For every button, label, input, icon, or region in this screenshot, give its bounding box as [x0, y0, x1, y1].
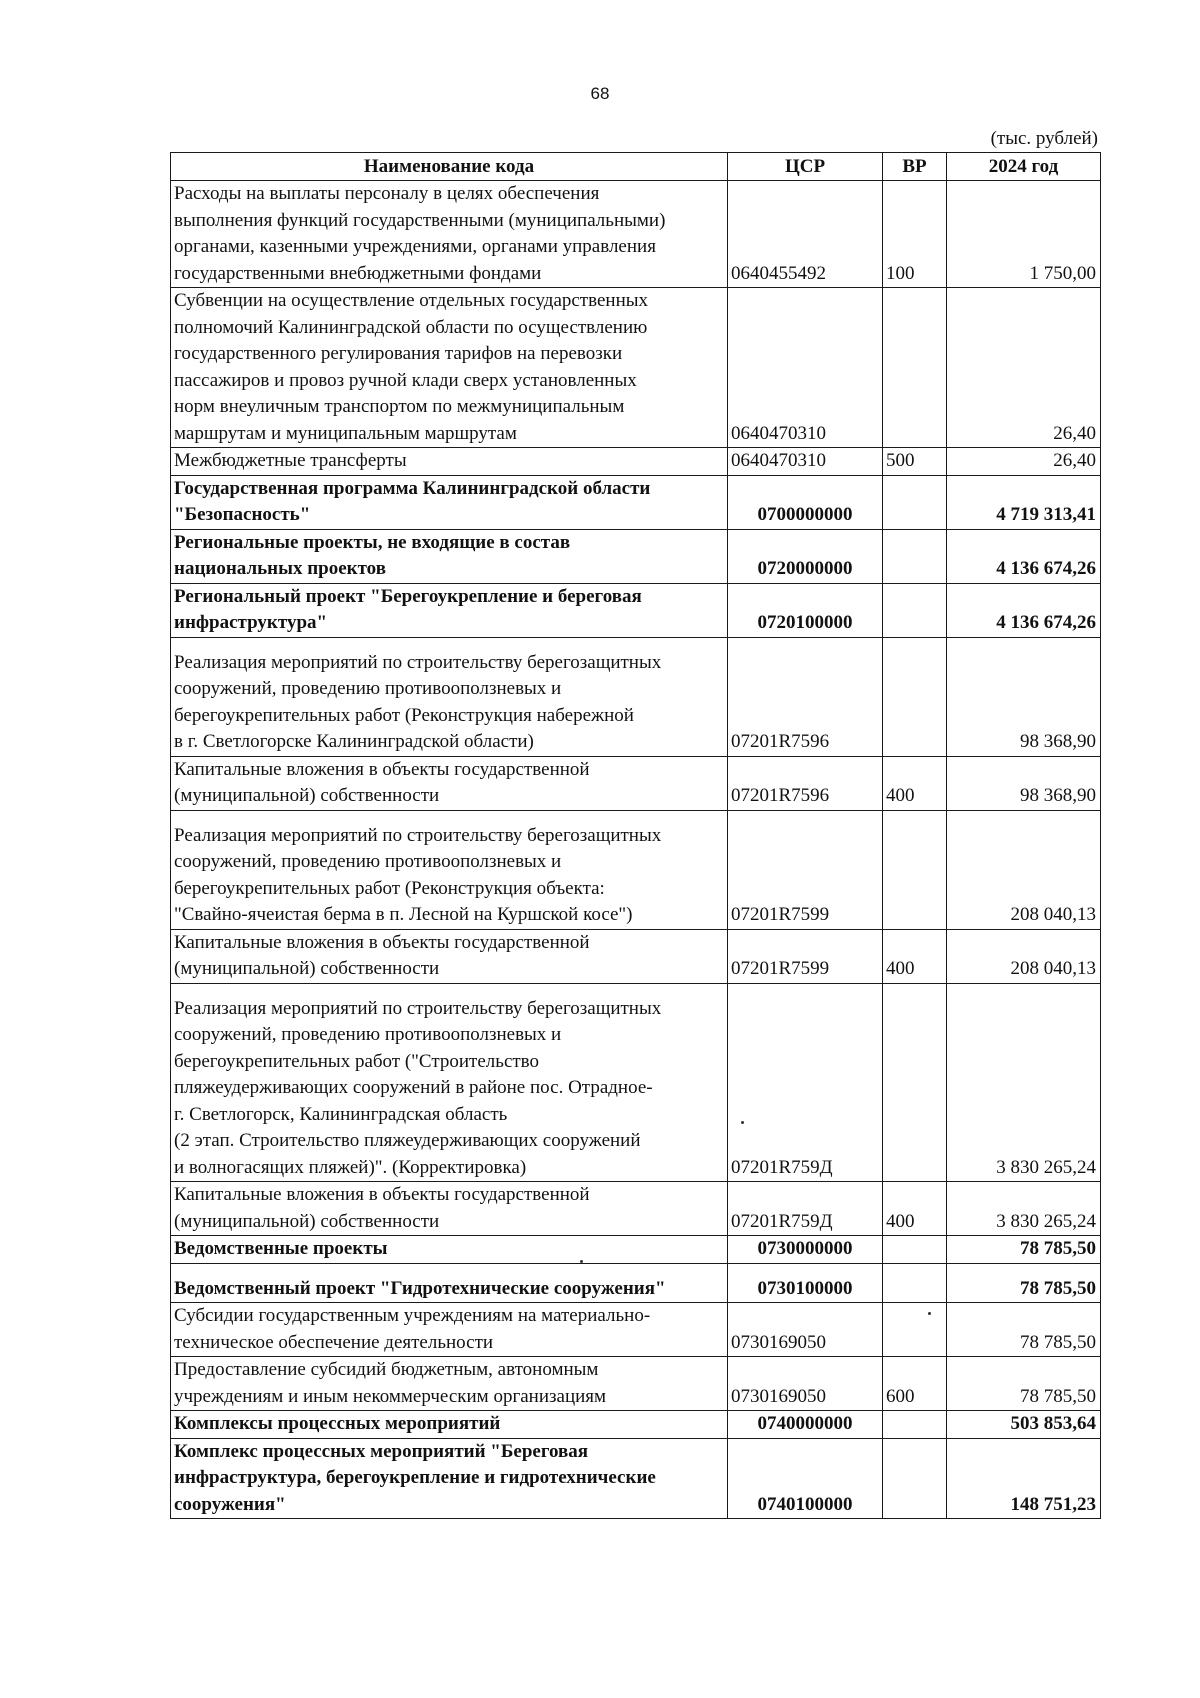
- table-row: [171, 1303, 1101, 1357]
- table-row: [171, 529, 1101, 583]
- page-number: 68: [590, 84, 610, 103]
- table-row: [171, 637, 1101, 756]
- row-vr: 500: [883, 448, 947, 476]
- row-name: Ведомственный проект "Гидротехнические сооружения": [171, 1263, 728, 1303]
- row-vr: [883, 810, 947, 929]
- row-csr: 07201R7599: [728, 929, 883, 983]
- table-row: [171, 983, 1101, 1182]
- header-csr: ЦСР: [728, 153, 883, 181]
- row-sum: 148 751,23: [947, 1438, 1101, 1519]
- row-csr: 0730169050: [728, 1303, 883, 1357]
- row-csr: 0730000000: [728, 1236, 883, 1264]
- budget-table: [170, 152, 1101, 1519]
- header-name: Наименование кода: [171, 153, 728, 181]
- row-name: Расходы на выплаты персоналу в целях обеспечения выполнения функций государственными (муниципальными) органами, казенными учреждениями, органами управления государственными внебюджетными фондами: [171, 181, 728, 288]
- row-csr: 07201R759Д: [728, 1182, 883, 1236]
- row-sum: 4 719 313,41: [947, 475, 1101, 529]
- row-vr: [883, 288, 947, 448]
- row-vr: [883, 983, 947, 1182]
- row-vr: [883, 583, 947, 637]
- row-name: Ведомственные проекты: [171, 1236, 728, 1264]
- header-sum: 2024 год: [947, 153, 1101, 181]
- row-csr: 0720100000: [728, 583, 883, 637]
- table-row: [171, 475, 1101, 529]
- row-csr: 07201R7596: [728, 756, 883, 810]
- table-row: [171, 583, 1101, 637]
- row-sum: 3 830 265,24: [947, 983, 1101, 1182]
- row-name: Комплекс процессных мероприятий "Береговая инфраструктура, берегоукрепление и гидротехнические сооружения": [171, 1438, 728, 1519]
- row-name: Реализация мероприятий по строительству берегозащитных сооружений, проведению противооползневых и берегоукрепительных работ (Реконструкция объекта: "Свайно-ячеистая берма в п. Лесной на Куршской косе"): [171, 810, 728, 929]
- table-header-row: [171, 153, 1101, 181]
- table-row: [171, 1411, 1101, 1439]
- row-sum: 503 853,64: [947, 1411, 1101, 1439]
- table-row: [171, 810, 1101, 929]
- row-sum: 26,40: [947, 288, 1101, 448]
- row-csr: 0730100000: [728, 1263, 883, 1303]
- row-name: Региональные проекты, не входящие в состав национальных проектов: [171, 529, 728, 583]
- row-vr: [883, 1438, 947, 1519]
- row-vr: [883, 1411, 947, 1439]
- header-vr: ВР: [883, 153, 947, 181]
- row-name: Реализация мероприятий по строительству берегозащитных сооружений, проведению противооползневых и берегоукрепительных работ ("Строительство пляжеудерживающих сооружений в районе пос. Отрадное- г. Светлогорск, Калининградская область (2 этап. Строительство пляжеудерживающих сооружений и волногасящих пляжей)". (Корректировка): [171, 983, 728, 1182]
- row-vr: [883, 1263, 947, 1303]
- row-vr: [883, 529, 947, 583]
- row-sum: 78 785,50: [947, 1303, 1101, 1357]
- row-vr: [883, 1236, 947, 1264]
- table-body: [171, 181, 1101, 1519]
- row-name: Предоставление субсидий бюджетным, автономным учреждениям и иным некоммерческим организациям: [171, 1357, 728, 1411]
- row-csr: 0640470310: [728, 288, 883, 448]
- row-csr: 07201R7599: [728, 810, 883, 929]
- row-name: Реализация мероприятий по строительству берегозащитных сооружений, проведению противооползневых и берегоукрепительных работ (Реконструкция набережной в г. Светлогорске Калининградской области): [171, 637, 728, 756]
- row-sum: 208 040,13: [947, 929, 1101, 983]
- row-name: Капитальные вложения в объекты государственной (муниципальной) собственности: [171, 756, 728, 810]
- row-sum: 208 040,13: [947, 810, 1101, 929]
- row-vr: 600: [883, 1357, 947, 1411]
- row-name: Комплексы процессных мероприятий: [171, 1411, 728, 1439]
- row-csr: 0740100000: [728, 1438, 883, 1519]
- table-row: [171, 181, 1101, 288]
- row-name: Государственная программа Калининградской области "Безопасность": [171, 475, 728, 529]
- row-sum: 78 785,50: [947, 1263, 1101, 1303]
- row-sum: 3 830 265,24: [947, 1182, 1101, 1236]
- row-vr: [883, 1303, 947, 1357]
- row-vr: [883, 637, 947, 756]
- row-csr: 0700000000: [728, 475, 883, 529]
- row-name: Капитальные вложения в объекты государственной (муниципальной) собственности: [171, 1182, 728, 1236]
- table-row: [171, 1357, 1101, 1411]
- row-name: Субвенции на осуществление отдельных государственных полномочий Калининградской области по осуществлению государственного регулирования тарифов на перевозки пассажиров и провоз ручной клади сверх установленных норм внеуличным транспортом по межмуниципальным маршрутам и муниципальным маршрутам: [171, 288, 728, 448]
- row-sum: 1 750,00: [947, 181, 1101, 288]
- row-sum: 98 368,90: [947, 756, 1101, 810]
- row-sum: 4 136 674,26: [947, 583, 1101, 637]
- row-sum: 78 785,50: [947, 1236, 1101, 1264]
- table-row: [171, 756, 1101, 810]
- table-row: [171, 1263, 1101, 1303]
- table-row: [171, 1438, 1101, 1519]
- row-sum: 26,40: [947, 448, 1101, 476]
- row-sum: 4 136 674,26: [947, 529, 1101, 583]
- row-csr: 07201R7596: [728, 637, 883, 756]
- row-vr: 400: [883, 1182, 947, 1236]
- row-csr: 0720000000: [728, 529, 883, 583]
- table-row: [171, 929, 1101, 983]
- table-row: [171, 1182, 1101, 1236]
- scan-speck: [928, 1312, 931, 1315]
- row-vr: 400: [883, 929, 947, 983]
- row-name: Капитальные вложения в объекты государственной (муниципальной) собственности: [171, 929, 728, 983]
- table-row: [171, 448, 1101, 476]
- row-csr: 0640455492: [728, 181, 883, 288]
- row-name: Региональный проект "Берегоукрепление и береговая инфраструктура": [171, 583, 728, 637]
- row-csr: 0640470310: [728, 448, 883, 476]
- table-row: [171, 288, 1101, 448]
- row-csr: 07201R759Д: [728, 983, 883, 1182]
- table-row: [171, 1236, 1101, 1264]
- row-csr: 0740000000: [728, 1411, 883, 1439]
- row-csr: 0730169050: [728, 1357, 883, 1411]
- units-label: (тыс. рублей): [990, 128, 1098, 149]
- row-vr: 100: [883, 181, 947, 288]
- row-sum: 98 368,90: [947, 637, 1101, 756]
- scan-speck: [741, 1121, 744, 1124]
- row-sum: 78 785,50: [947, 1357, 1101, 1411]
- row-vr: [883, 475, 947, 529]
- row-vr: 400: [883, 756, 947, 810]
- scan-speck: [580, 1260, 583, 1263]
- row-name: Субсидии государственным учреждениям на материально- техническое обеспечение деятельности: [171, 1303, 728, 1357]
- row-name: Межбюджетные трансферты: [171, 448, 728, 476]
